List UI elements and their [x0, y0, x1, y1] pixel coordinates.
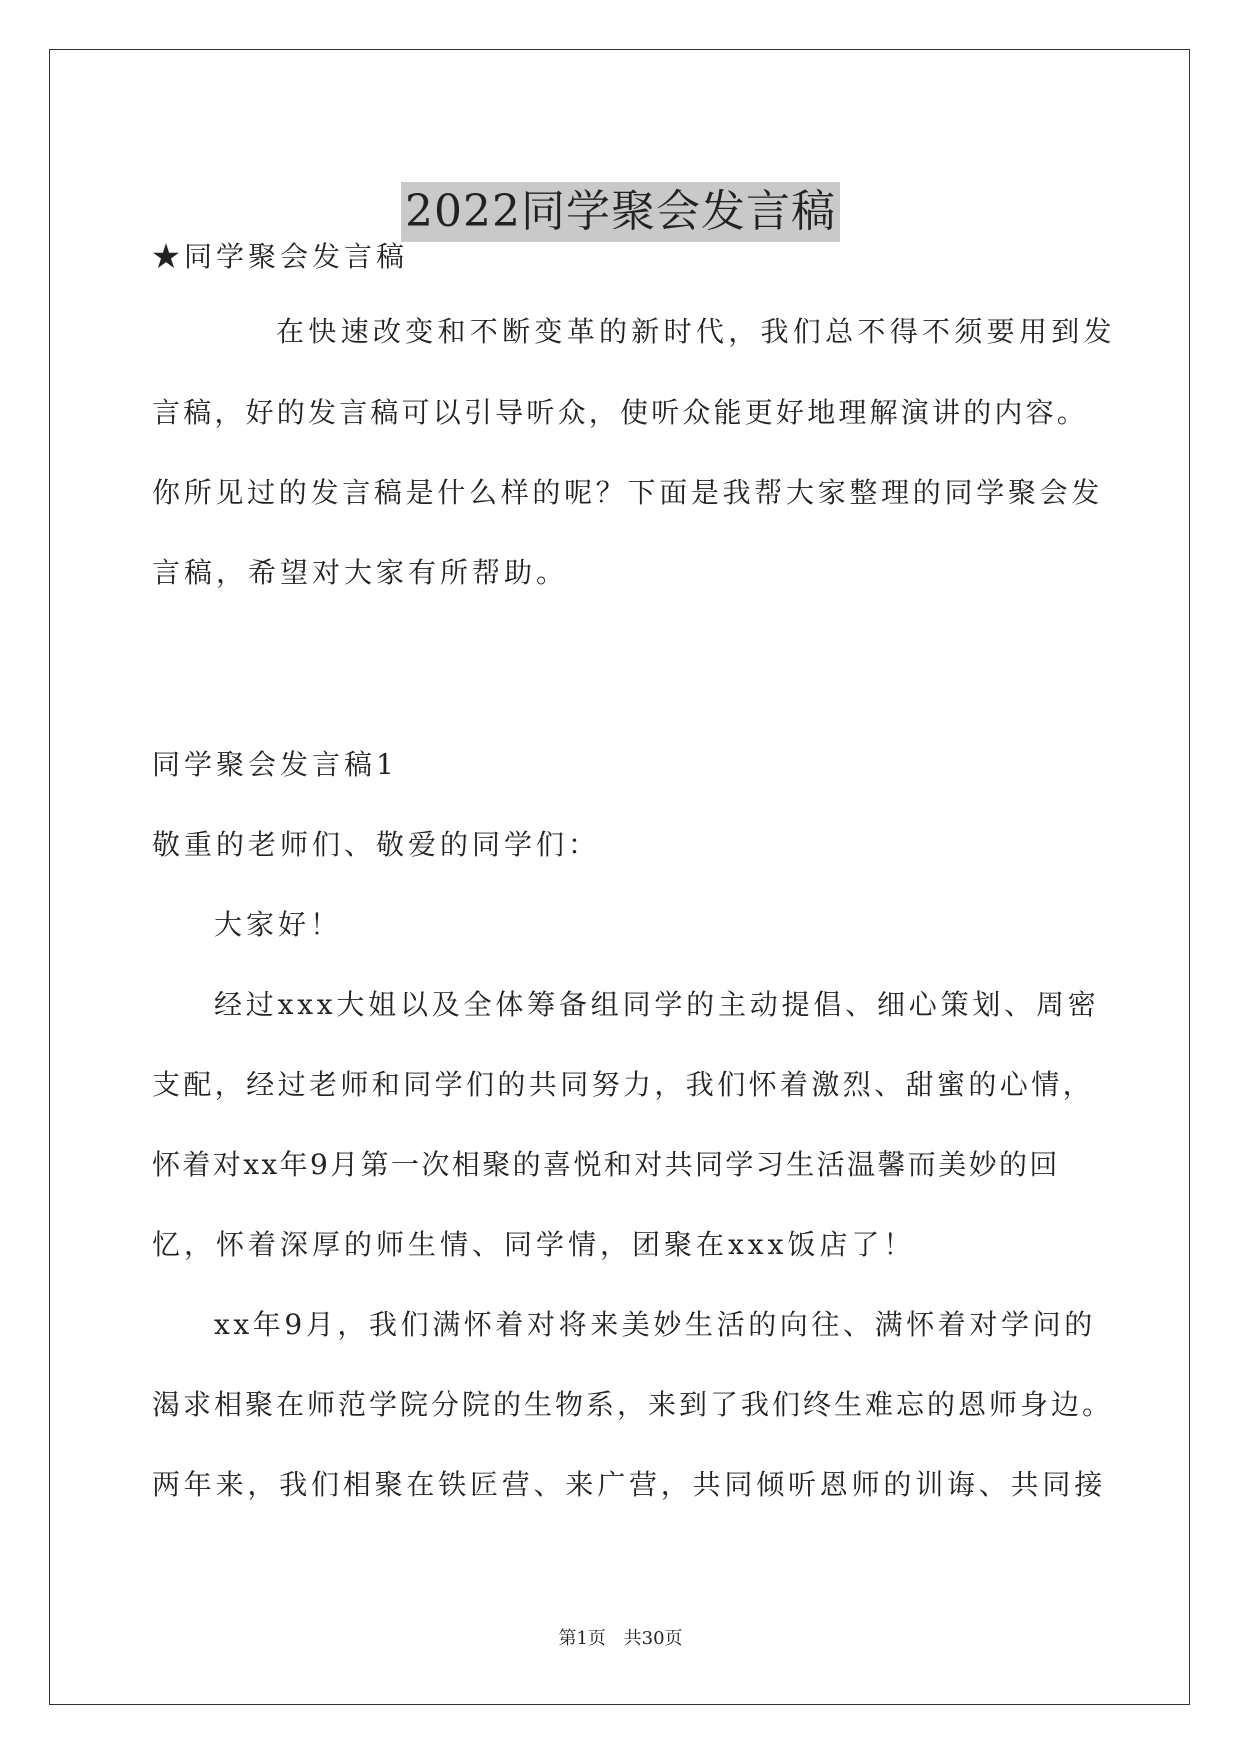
page-number: 第1页 [558, 1628, 606, 1649]
salutation-line: 敬重的老师们、敬爱的同学们： [152, 828, 601, 861]
paragraph-line: 渴求相聚在师范学院分院的生物系，来到了我们终生难忘的恩师身边。 [152, 1388, 1114, 1421]
paragraph-line: xx年9月，我们满怀着对将来美妙生活的向往、满怀着对学问的 [214, 1308, 1096, 1341]
paragraph-line: 在快速改变和不断变革的新时代，我们总不得不须要用到发 [276, 315, 1116, 348]
paragraph-line: 怀着对xx年9月第一次相聚的喜悦和对共同学习生活温馨而美妙的回 [152, 1148, 1060, 1181]
paragraph-line: 支配，经过老师和同学们的共同努力，我们怀着激烈、甜蜜的心情， [152, 1068, 1095, 1101]
subtitle-line: ★同学聚会发言稿 [152, 240, 409, 273]
page-total: 共30页 [623, 1628, 683, 1649]
paragraph-line: 经过xxx大姐以及全体筹备组同学的主动提倡、细心策划、周密 [214, 988, 1100, 1021]
paragraph-line: 你所见过的发言稿是什么样的呢？下面是我帮大家整理的同学聚会发 [152, 476, 1104, 509]
paragraph-line: 言稿，希望对大家有所帮助。 [152, 556, 569, 589]
section-heading: 同学聚会发言稿1 [152, 748, 398, 781]
paragraph-line: 两年来，我们相聚在铁匠营、来广营，共同倾听恩师的训诲、共同接 [152, 1468, 1107, 1501]
document-title: 2022同学聚会发言稿 [401, 182, 840, 242]
greeting-line: 大家好！ [214, 908, 343, 941]
paragraph-line: 忆，怀着深厚的师生情、同学情，团聚在xxx饭店了！ [152, 1228, 916, 1261]
page-footer [0, 1627, 1241, 1651]
page-border [49, 49, 1190, 1705]
paragraph-line: 言稿，好的发言稿可以引导听众，使听众能更好地理解演讲的内容。 [152, 396, 1089, 429]
